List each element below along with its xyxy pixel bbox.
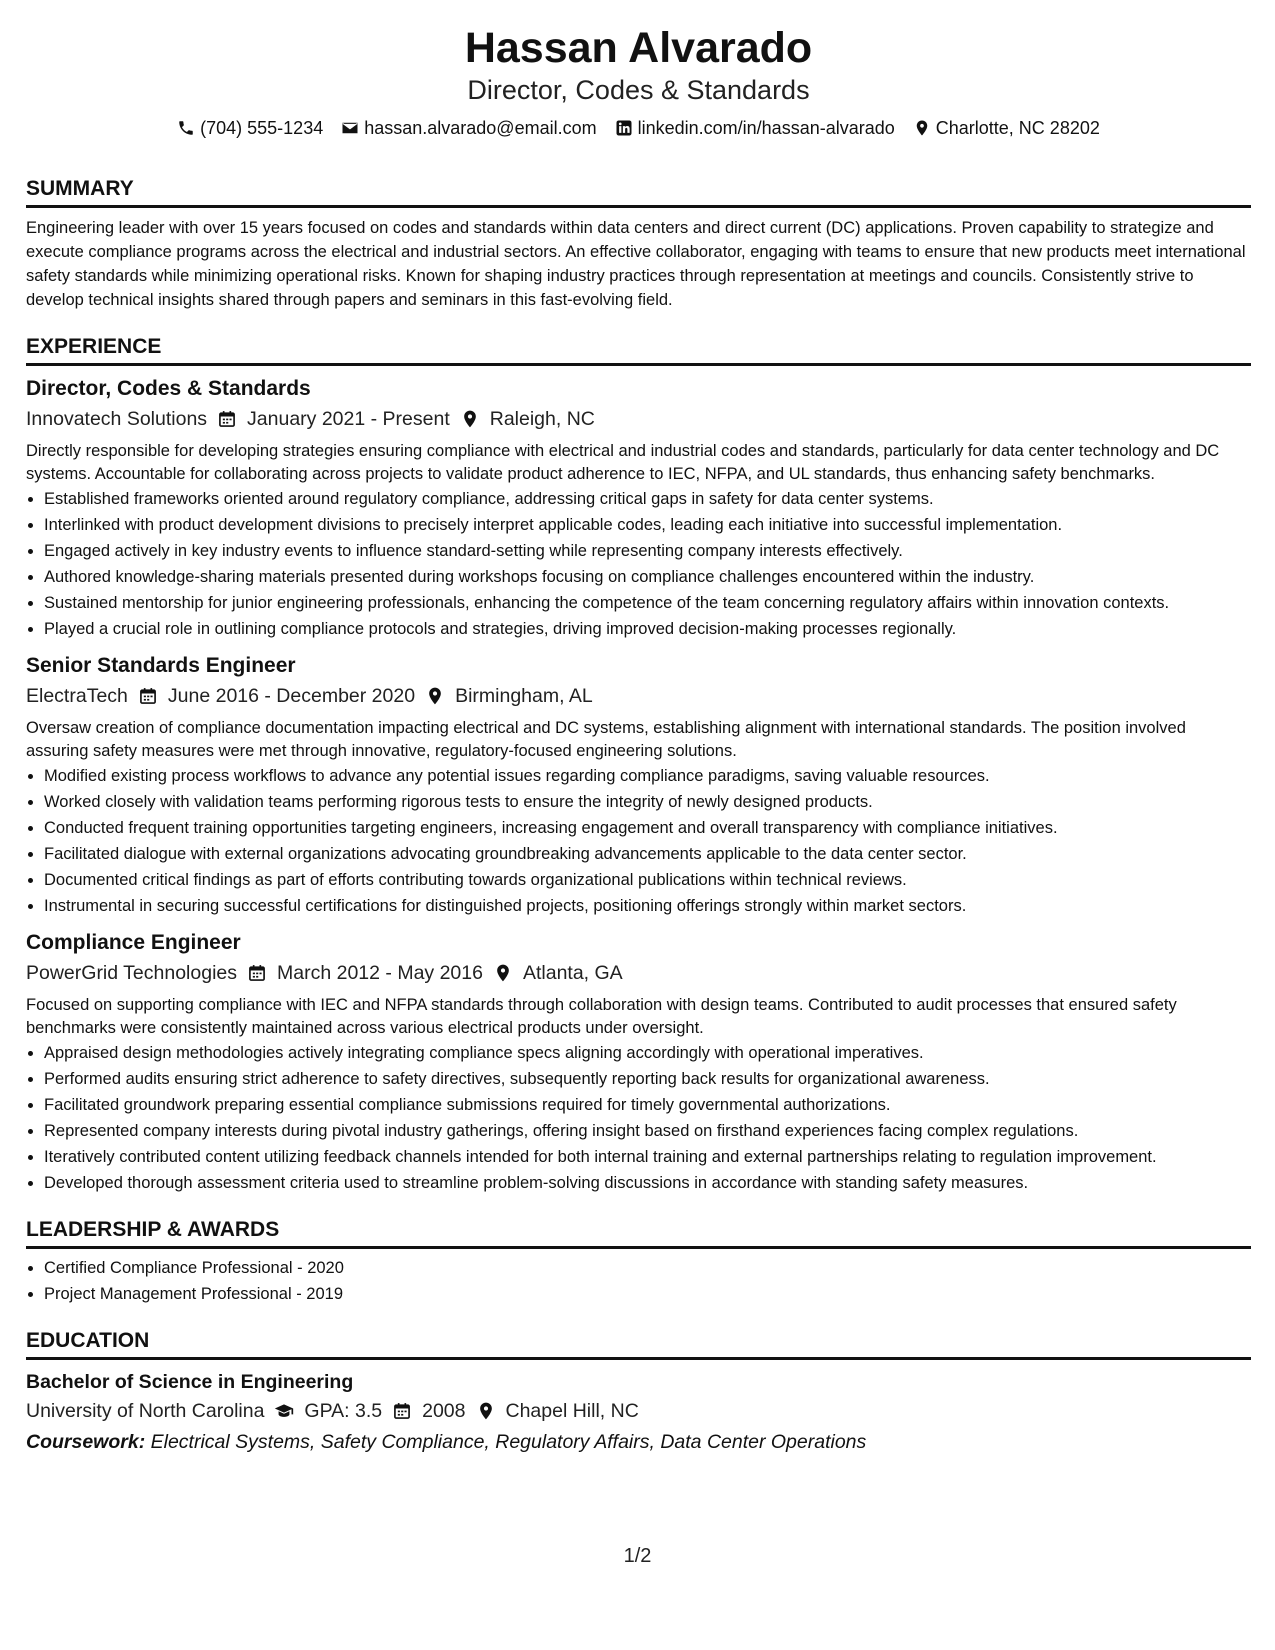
contact-linkedin[interactable] — [615, 116, 895, 140]
job-bullets — [26, 1042, 1251, 1195]
list-item: • Engaged actively in key industry events to influence standard-setting while representing company interests effectively. — [44, 540, 1251, 563]
education-meta — [26, 1396, 1251, 1426]
job-location: Birmingham, AL — [455, 685, 593, 707]
job-dates: June 2016 - December 2020 — [167, 685, 416, 707]
list-item: • Interlinked with product development divisions to precisely interpret applicable codes, leading each initiative into successful implementation. — [44, 514, 1251, 537]
graduation-cap-icon — [274, 1401, 294, 1421]
graduation-year: 2008 — [422, 1400, 466, 1422]
list-item: • Worked closely with validation teams performing rigorous tests to ensure the integrity of newly designed products. — [44, 791, 1251, 814]
job-bullets — [26, 765, 1251, 918]
job-title: Senior Standards Engineer — [26, 654, 296, 677]
map-pin-icon — [493, 963, 513, 983]
job-entry — [26, 374, 1251, 641]
list-item: • Iteratively contributed content utilizing feedback channels intended for both internal training and external partnerships relating to regulation improvement. — [44, 1146, 1251, 1169]
job-company: PowerGrid Technologies — [26, 962, 238, 984]
job-description: Focused on supporting compliance with IEC and NFPA standards through collaboration with design teams. Contributed to audit processes that ensured safety benchmarks were consistently maintained across various electrical products under oversight. — [26, 996, 1177, 1037]
job-meta — [26, 958, 1251, 988]
education-section — [26, 1328, 1251, 1456]
job-meta — [26, 681, 1251, 711]
job-location: Atlanta, GA — [522, 962, 623, 984]
list-item: • Appraised design methodologies actively integrating compliance specs aligning accordingly with operational imperatives. — [44, 1042, 1251, 1065]
map-pin-icon — [460, 409, 480, 429]
contact-email-text: hassan.alvarado@email.com — [364, 118, 597, 138]
contact-location — [913, 116, 1100, 140]
list-item: • Documented critical findings as part of efforts contributing towards organizational publications within technical reviews. — [44, 869, 1251, 892]
envelope-icon — [341, 119, 359, 137]
map-pin-icon — [913, 119, 931, 137]
contact-location-text: Charlotte, NC 28202 — [935, 118, 1100, 138]
job-dates: January 2021 - Present — [247, 408, 450, 430]
resume-header — [26, 22, 1251, 140]
school-name: University of North Carolina — [26, 1400, 265, 1422]
list-item: • Instrumental in securing successful certifications for distinguished projects, positioning offerings strongly within market sectors. — [44, 895, 1251, 918]
experience-section — [26, 334, 1251, 1195]
phone-icon — [177, 119, 195, 137]
job-meta — [26, 404, 1251, 434]
education-heading: EDUCATION — [26, 1328, 1251, 1360]
job-description: Oversaw creation of compliance documentation impacting electrical and DC systems, establishing alignment with international standards. The position involved assuring safety measures were met through innovative, regulatory-focused engineering solutions. — [26, 719, 1186, 760]
contact-phone-text: (704) 555-1234 — [200, 118, 324, 138]
coursework-line — [26, 1428, 1251, 1456]
list-item: • Sustained mentorship for junior engineering professionals, enhancing the competence of the team concerning regulatory affairs within innovation contexts. — [44, 592, 1251, 615]
job-description: Directly responsible for developing strategies ensuring compliance with electrical and industrial codes and standards, particularly for data center technology and DC systems. Accountable for collaborating across projects to validate product adherence to IEC, NFPA, and UL standards, thus enhancing safety benchmarks. — [26, 442, 1220, 483]
list-item: • Developed thorough assessment criteria used to streamline problem-solving discussions in accordance with standing safety measures. — [44, 1172, 1251, 1195]
list-item: • Project Management Professional - 2019 — [44, 1283, 1251, 1306]
summary-section — [26, 176, 1251, 312]
list-item: • Played a crucial role in outlining compliance protocols and strategies, driving improved decision-making processes regionally. — [44, 618, 1251, 641]
list-item: • Established frameworks oriented around regulatory compliance, addressing critical gaps in safety for data center systems. — [44, 488, 1251, 511]
job-company: ElectraTech — [26, 685, 128, 707]
job-entry — [26, 928, 1251, 1195]
map-pin-icon — [425, 686, 445, 706]
job-title: Compliance Engineer — [26, 931, 241, 954]
map-pin-icon — [476, 1401, 496, 1421]
candidate-title: Director, Codes & Standards — [467, 75, 810, 105]
job-entry — [26, 651, 1251, 918]
list-item: • Certified Compliance Professional - 2020 — [44, 1257, 1251, 1280]
list-item: • Authored knowledge-sharing materials presented during workshops focusing on compliance challenges encountered within the industry. — [44, 566, 1251, 589]
calendar-icon — [247, 963, 267, 983]
contact-email[interactable] — [341, 116, 596, 140]
calendar-icon — [138, 686, 158, 706]
page-number: 1/2 — [623, 1545, 652, 1567]
summary-text: Engineering leader with over 15 years focused on codes and standards within data centers and direct current (DC) applications. Proven capability to strategize and execute compliance programs across the electrical and industrial sectors. An effective collaborator, engaging with teams to ensure that new products meet international safety standards while minimizing operational risks. Known for shaping industry practices through representation at meetings and councils. Consistently strive to develop technical insights shared through papers and seminars in this fast-evolving field. — [26, 219, 1246, 309]
list-item: • Represented company interests during pivotal industry gatherings, offering insight based on firsthand experiences facing complex regulations. — [44, 1120, 1251, 1143]
school-location: Chapel Hill, NC — [505, 1400, 639, 1422]
contact-phone — [177, 116, 323, 140]
list-item: • Conducted frequent training opportunities targeting engineers, increasing engagement and overall transparency with compliance initiatives. — [44, 817, 1251, 840]
leadership-heading: LEADERSHIP & AWARDS — [26, 1217, 1251, 1249]
list-item: • Facilitated groundwork preparing essential compliance submissions required for timely governmental authorizations. — [44, 1094, 1251, 1117]
job-bullets — [26, 488, 1251, 641]
linkedin-icon — [615, 119, 633, 137]
gpa: GPA: 3.5 — [304, 1400, 383, 1422]
job-company: Innovatech Solutions — [26, 408, 208, 430]
job-location: Raleigh, NC — [489, 408, 595, 430]
resume-page — [26, 22, 1251, 1456]
coursework-label: Coursework: — [26, 1431, 146, 1453]
degree-title: Bachelor of Science in Engineering — [26, 1371, 354, 1393]
job-title: Director, Codes & Standards — [26, 377, 311, 400]
summary-heading: SUMMARY — [26, 176, 1251, 208]
contact-linkedin-text: linkedin.com/in/hassan-alvarado — [637, 118, 895, 138]
list-item: • Modified existing process workflows to advance any potential issues regarding compliance paradigms, saving valuable resources. — [44, 765, 1251, 788]
experience-heading: EXPERIENCE — [26, 334, 1251, 366]
leadership-section — [26, 1217, 1251, 1306]
list-item: • Performed audits ensuring strict adherence to safety directives, subsequently reporting back results for organizational awareness. — [44, 1068, 1251, 1091]
leadership-list — [26, 1257, 1251, 1306]
candidate-name: Hassan Alvarado — [464, 24, 813, 72]
coursework-list: Electrical Systems, Safety Compliance, Regulatory Affairs, Data Center Operations — [150, 1431, 867, 1453]
job-dates: March 2012 - May 2016 — [277, 962, 483, 984]
list-item: • Facilitated dialogue with external organizations advocating groundbreaking advancements applicable to the data center sector. — [44, 843, 1251, 866]
contact-bar — [26, 116, 1251, 140]
calendar-icon — [392, 1401, 412, 1421]
calendar-icon — [217, 409, 237, 429]
